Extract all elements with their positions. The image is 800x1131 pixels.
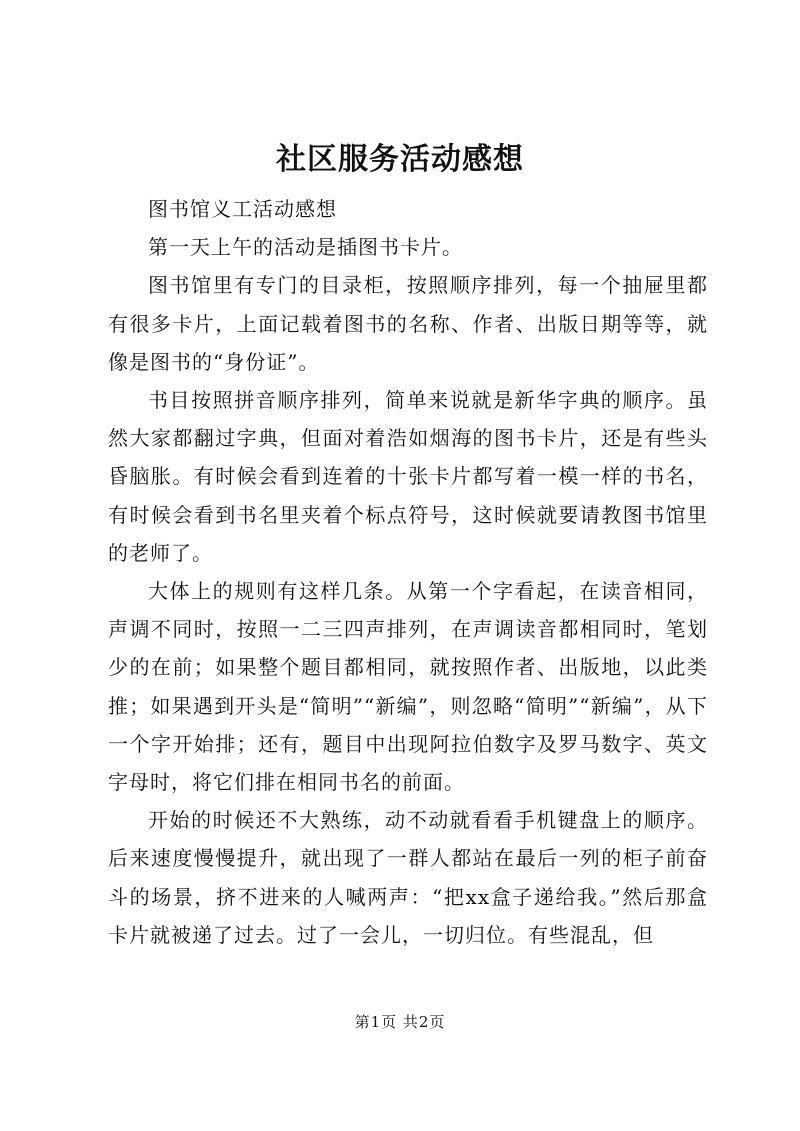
document-body <box>108 190 708 954</box>
document-title: 社区服务活动感想 <box>276 142 524 177</box>
paragraph-1: 第一天上午的活动是插图书卡片。 <box>148 235 463 260</box>
paragraph-5: 开始的时候还不大熟练，动不动就看看手机键盘上的顺序。后来速度慢慢提升，就出现了一群人都站在最后一列的柜子前奋斗的场景，挤不进来的人喊两声：“把xx盒子递给我。”然后那盒卡片就被递了过去。过了一会儿，一切归位。有些混乱，但 <box>108 808 708 947</box>
paragraph-2: 图书馆里有专门的目录柜，按照顺序排列，每一个抽屉里都有很多卡片，上面记载着图书的名称、作者、出版日期等等，就像是图书的“身份证”。 <box>108 273 708 374</box>
paragraph-4: 大体上的规则有这样几条。从第一个字看起，在读音相同，声调不同时，按照一二三四声排列，在声调读音都相同时，笔划少的在前；如果整个题目都相同，就按照作者、出版地，以此类推；如果遇到开头是“简明”“新编”，则忽略“简明”“新编”，从下一个字开始排；还有，题目中出现阿拉伯数字及罗马数字、英文字母时，将它们排在相同书名的前面。 <box>108 579 708 795</box>
paragraph-3: 书目按照拼音顺序排列，简单来说就是新华字典的顺序。虽然大家都翻过字典，但面对着浩如烟海的图书卡片，还是有些头昏脑胀。有时候会看到连着的十张卡片都写着一模一样的书名，有时候会看到书名里夹着个标点符号，这时候就要请教图书馆里的老师了。 <box>108 388 708 565</box>
paragraph-subtitle: 图书馆义工活动感想 <box>148 197 337 221</box>
page-footer: 第1页 共2页 <box>354 1013 446 1031</box>
